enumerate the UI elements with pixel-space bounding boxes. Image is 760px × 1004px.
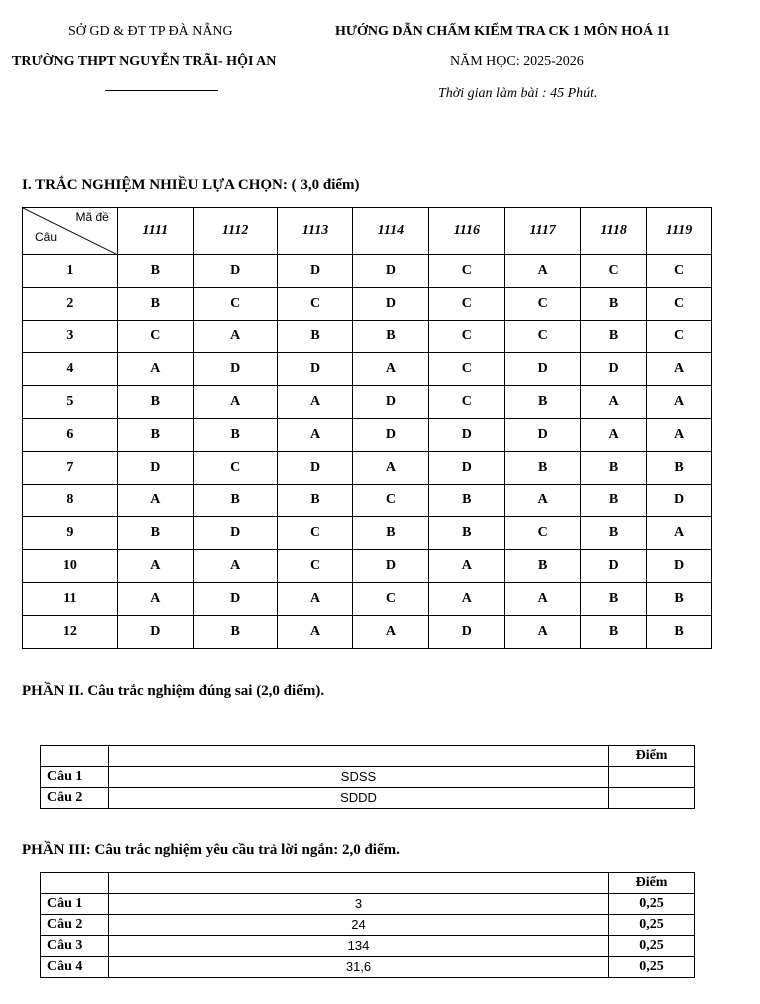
answer-cell: A xyxy=(647,386,712,419)
table-row xyxy=(23,353,712,386)
answer-cell: SDDD xyxy=(108,788,608,809)
school-name: TRƯỜNG THPT NGUYỄN TRÃI- HỘI AN xyxy=(12,54,277,69)
answer-cell: D xyxy=(117,615,193,648)
answer-cell: 31,6 xyxy=(108,957,608,978)
answer-cell: A xyxy=(647,517,712,550)
empty-header-cell xyxy=(108,746,608,767)
table-row xyxy=(23,517,712,550)
true-false-table xyxy=(40,745,695,809)
table-row xyxy=(23,386,712,419)
question-label: Câu 1 xyxy=(41,767,109,788)
answer-cell: D xyxy=(353,386,429,419)
answer-cell: A xyxy=(117,484,193,517)
school-year: NĂM HỌC: 2025-2026 xyxy=(450,54,584,69)
answer-cell: D xyxy=(429,615,505,648)
document-title: HƯỚNG DẪN CHẤM KIỂM TRA CK 1 MÔN HOÁ 11 xyxy=(335,24,670,39)
question-number: 12 xyxy=(23,615,118,648)
question-number: 4 xyxy=(23,353,118,386)
empty-header-cell xyxy=(41,746,109,767)
answer-cell: B xyxy=(581,582,647,615)
answer-cell: A xyxy=(429,550,505,583)
exam-code-header: 1112 xyxy=(193,208,277,255)
table-row xyxy=(23,287,712,320)
answer-cell: D xyxy=(193,353,277,386)
answer-cell: D xyxy=(193,582,277,615)
answer-cell: A xyxy=(277,386,353,419)
score-cell: 0,25 xyxy=(609,894,695,915)
answer-cell: C xyxy=(277,550,353,583)
question-number: 5 xyxy=(23,386,118,419)
table-row xyxy=(23,582,712,615)
answer-cell: A xyxy=(193,550,277,583)
part3-heading: PHẦN III: Câu trắc nghiệm yêu cầu trả lời ngắn: 2,0 điểm. xyxy=(22,842,400,858)
answer-cell: C xyxy=(277,517,353,550)
answer-cell: A xyxy=(277,418,353,451)
answer-cell: 24 xyxy=(108,915,608,936)
answer-cell: A xyxy=(353,451,429,484)
answer-cell: D xyxy=(193,517,277,550)
exam-code-header: 1118 xyxy=(581,208,647,255)
exam-code-header: 1117 xyxy=(505,208,581,255)
question-label: Câu 2 xyxy=(41,788,109,809)
exam-code-header: 1114 xyxy=(353,208,429,255)
part2-heading: PHẦN II. Câu trắc nghiệm đúng sai (2,0 điểm). xyxy=(22,683,325,699)
exam-code-header: 1111 xyxy=(117,208,193,255)
answer-cell: B xyxy=(581,484,647,517)
exam-code-header: 1116 xyxy=(429,208,505,255)
score-cell: 0,25 xyxy=(609,915,695,936)
answer-cell: C xyxy=(505,287,581,320)
answer-cell: C xyxy=(429,353,505,386)
short-answer-table xyxy=(40,872,695,978)
table-row xyxy=(23,255,712,288)
table-row xyxy=(41,915,695,936)
answer-cell: A xyxy=(193,386,277,419)
score-cell xyxy=(609,767,695,788)
answer-cell: A xyxy=(429,582,505,615)
table-row xyxy=(23,550,712,583)
answer-cell: C xyxy=(429,255,505,288)
table-row xyxy=(41,788,695,809)
answer-cell: C xyxy=(429,287,505,320)
table-row xyxy=(41,957,695,978)
exam-code-header: 1113 xyxy=(277,208,353,255)
score-cell: 0,25 xyxy=(609,957,695,978)
corner-cell xyxy=(23,208,118,255)
answer-cell: B xyxy=(647,451,712,484)
score-header: Điểm xyxy=(609,746,695,767)
table-row xyxy=(23,615,712,648)
question-number: 6 xyxy=(23,418,118,451)
answer-cell: D xyxy=(429,418,505,451)
answer-cell: C xyxy=(581,255,647,288)
answer-cell: C xyxy=(647,287,712,320)
answer-cell: C xyxy=(193,287,277,320)
exam-duration: Thời gian làm bài : 45 Phút. xyxy=(438,86,598,101)
table-header-row xyxy=(41,746,695,767)
score-header: Điểm xyxy=(609,873,695,894)
score-cell: 0,25 xyxy=(609,936,695,957)
answer-cell: A xyxy=(353,615,429,648)
answer-cell: A xyxy=(277,615,353,648)
answer-cell: A xyxy=(505,484,581,517)
answer-cell: A xyxy=(117,550,193,583)
answer-cell: D xyxy=(277,255,353,288)
empty-header-cell xyxy=(41,873,109,894)
answer-cell: A xyxy=(505,615,581,648)
answer-cell: C xyxy=(353,484,429,517)
exam-code-header: 1119 xyxy=(647,208,712,255)
table-row xyxy=(23,451,712,484)
answer-cell: A xyxy=(505,255,581,288)
table-row xyxy=(23,320,712,353)
answer-cell: B xyxy=(581,320,647,353)
answer-cell: D xyxy=(647,484,712,517)
answer-cell: B xyxy=(117,255,193,288)
answer-cell: A xyxy=(193,320,277,353)
answer-cell: C xyxy=(647,255,712,288)
answer-cell: C xyxy=(429,320,505,353)
answer-cell: 134 xyxy=(108,936,608,957)
answer-cell: A xyxy=(505,582,581,615)
answer-cell: D xyxy=(505,353,581,386)
answer-cell: B xyxy=(353,517,429,550)
question-number: 11 xyxy=(23,582,118,615)
answer-cell: B xyxy=(277,320,353,353)
answer-cell: C xyxy=(505,517,581,550)
answer-cell: B xyxy=(647,582,712,615)
answer-cell: B xyxy=(581,615,647,648)
answer-cell: D xyxy=(117,451,193,484)
answer-cell: B xyxy=(429,517,505,550)
answer-cell: B xyxy=(117,517,193,550)
answer-cell: D xyxy=(581,353,647,386)
question-number: 3 xyxy=(23,320,118,353)
answer-cell: A xyxy=(581,386,647,419)
table-row xyxy=(23,484,712,517)
answer-cell: B xyxy=(117,418,193,451)
department-name: SỞ GD & ĐT TP ĐÀ NẴNG xyxy=(68,24,233,39)
table-row xyxy=(23,418,712,451)
table-row xyxy=(41,936,695,957)
answer-cell: SDSS xyxy=(108,767,608,788)
answer-cell: B xyxy=(581,287,647,320)
answer-cell: D xyxy=(353,418,429,451)
question-number: 1 xyxy=(23,255,118,288)
answer-cell: D xyxy=(505,418,581,451)
answer-cell: A xyxy=(647,353,712,386)
table-row xyxy=(41,894,695,915)
answer-cell: B xyxy=(193,484,277,517)
answer-cell: B xyxy=(277,484,353,517)
mcq-answer-table xyxy=(22,207,712,649)
table-row xyxy=(41,767,695,788)
answer-cell: A xyxy=(277,582,353,615)
answer-cell: A xyxy=(353,353,429,386)
answer-cell: C xyxy=(647,320,712,353)
answer-cell: C xyxy=(193,451,277,484)
score-cell xyxy=(609,788,695,809)
answer-cell: C xyxy=(353,582,429,615)
answer-cell: B xyxy=(581,451,647,484)
question-label: Câu 4 xyxy=(41,957,109,978)
answer-cell: B xyxy=(117,386,193,419)
answer-cell: D xyxy=(277,353,353,386)
answer-cell: B xyxy=(581,517,647,550)
answer-cell: A xyxy=(117,353,193,386)
question-number: 9 xyxy=(23,517,118,550)
answer-cell: B xyxy=(505,550,581,583)
mcq-header-row xyxy=(23,208,712,255)
question-number: 10 xyxy=(23,550,118,583)
answer-cell: D xyxy=(277,451,353,484)
answer-cell: D xyxy=(353,287,429,320)
answer-cell: B xyxy=(505,451,581,484)
answer-cell: B xyxy=(647,615,712,648)
table-header-row xyxy=(41,873,695,894)
empty-header-cell xyxy=(108,873,608,894)
answer-cell: A xyxy=(647,418,712,451)
answer-cell: C xyxy=(277,287,353,320)
answer-cell: B xyxy=(193,418,277,451)
question-number: 2 xyxy=(23,287,118,320)
question-label: Câu 2 xyxy=(41,915,109,936)
answer-cell: D xyxy=(353,255,429,288)
answer-cell: C xyxy=(505,320,581,353)
header-divider xyxy=(105,90,218,91)
question-number: 7 xyxy=(23,451,118,484)
answer-cell: C xyxy=(429,386,505,419)
answer-cell: 3 xyxy=(108,894,608,915)
answer-cell: C xyxy=(117,320,193,353)
part1-heading: I. TRẮC NGHIỆM NHIỀU LỰA CHỌN: ( 3,0 điểm) xyxy=(22,177,360,193)
question-label: Câu 3 xyxy=(41,936,109,957)
answer-cell: B xyxy=(193,615,277,648)
question-label: Câu 1 xyxy=(41,894,109,915)
question-number: 8 xyxy=(23,484,118,517)
answer-cell: B xyxy=(117,287,193,320)
answer-cell: D xyxy=(647,550,712,583)
answer-cell: D xyxy=(353,550,429,583)
question-label: Câu xyxy=(35,230,58,244)
answer-cell: B xyxy=(353,320,429,353)
answer-cell: D xyxy=(581,550,647,583)
answer-cell: D xyxy=(429,451,505,484)
exam-code-label: Mã đề xyxy=(75,210,109,224)
answer-cell: D xyxy=(193,255,277,288)
answer-cell: B xyxy=(429,484,505,517)
answer-cell: A xyxy=(581,418,647,451)
answer-cell: B xyxy=(505,386,581,419)
answer-cell: A xyxy=(117,582,193,615)
